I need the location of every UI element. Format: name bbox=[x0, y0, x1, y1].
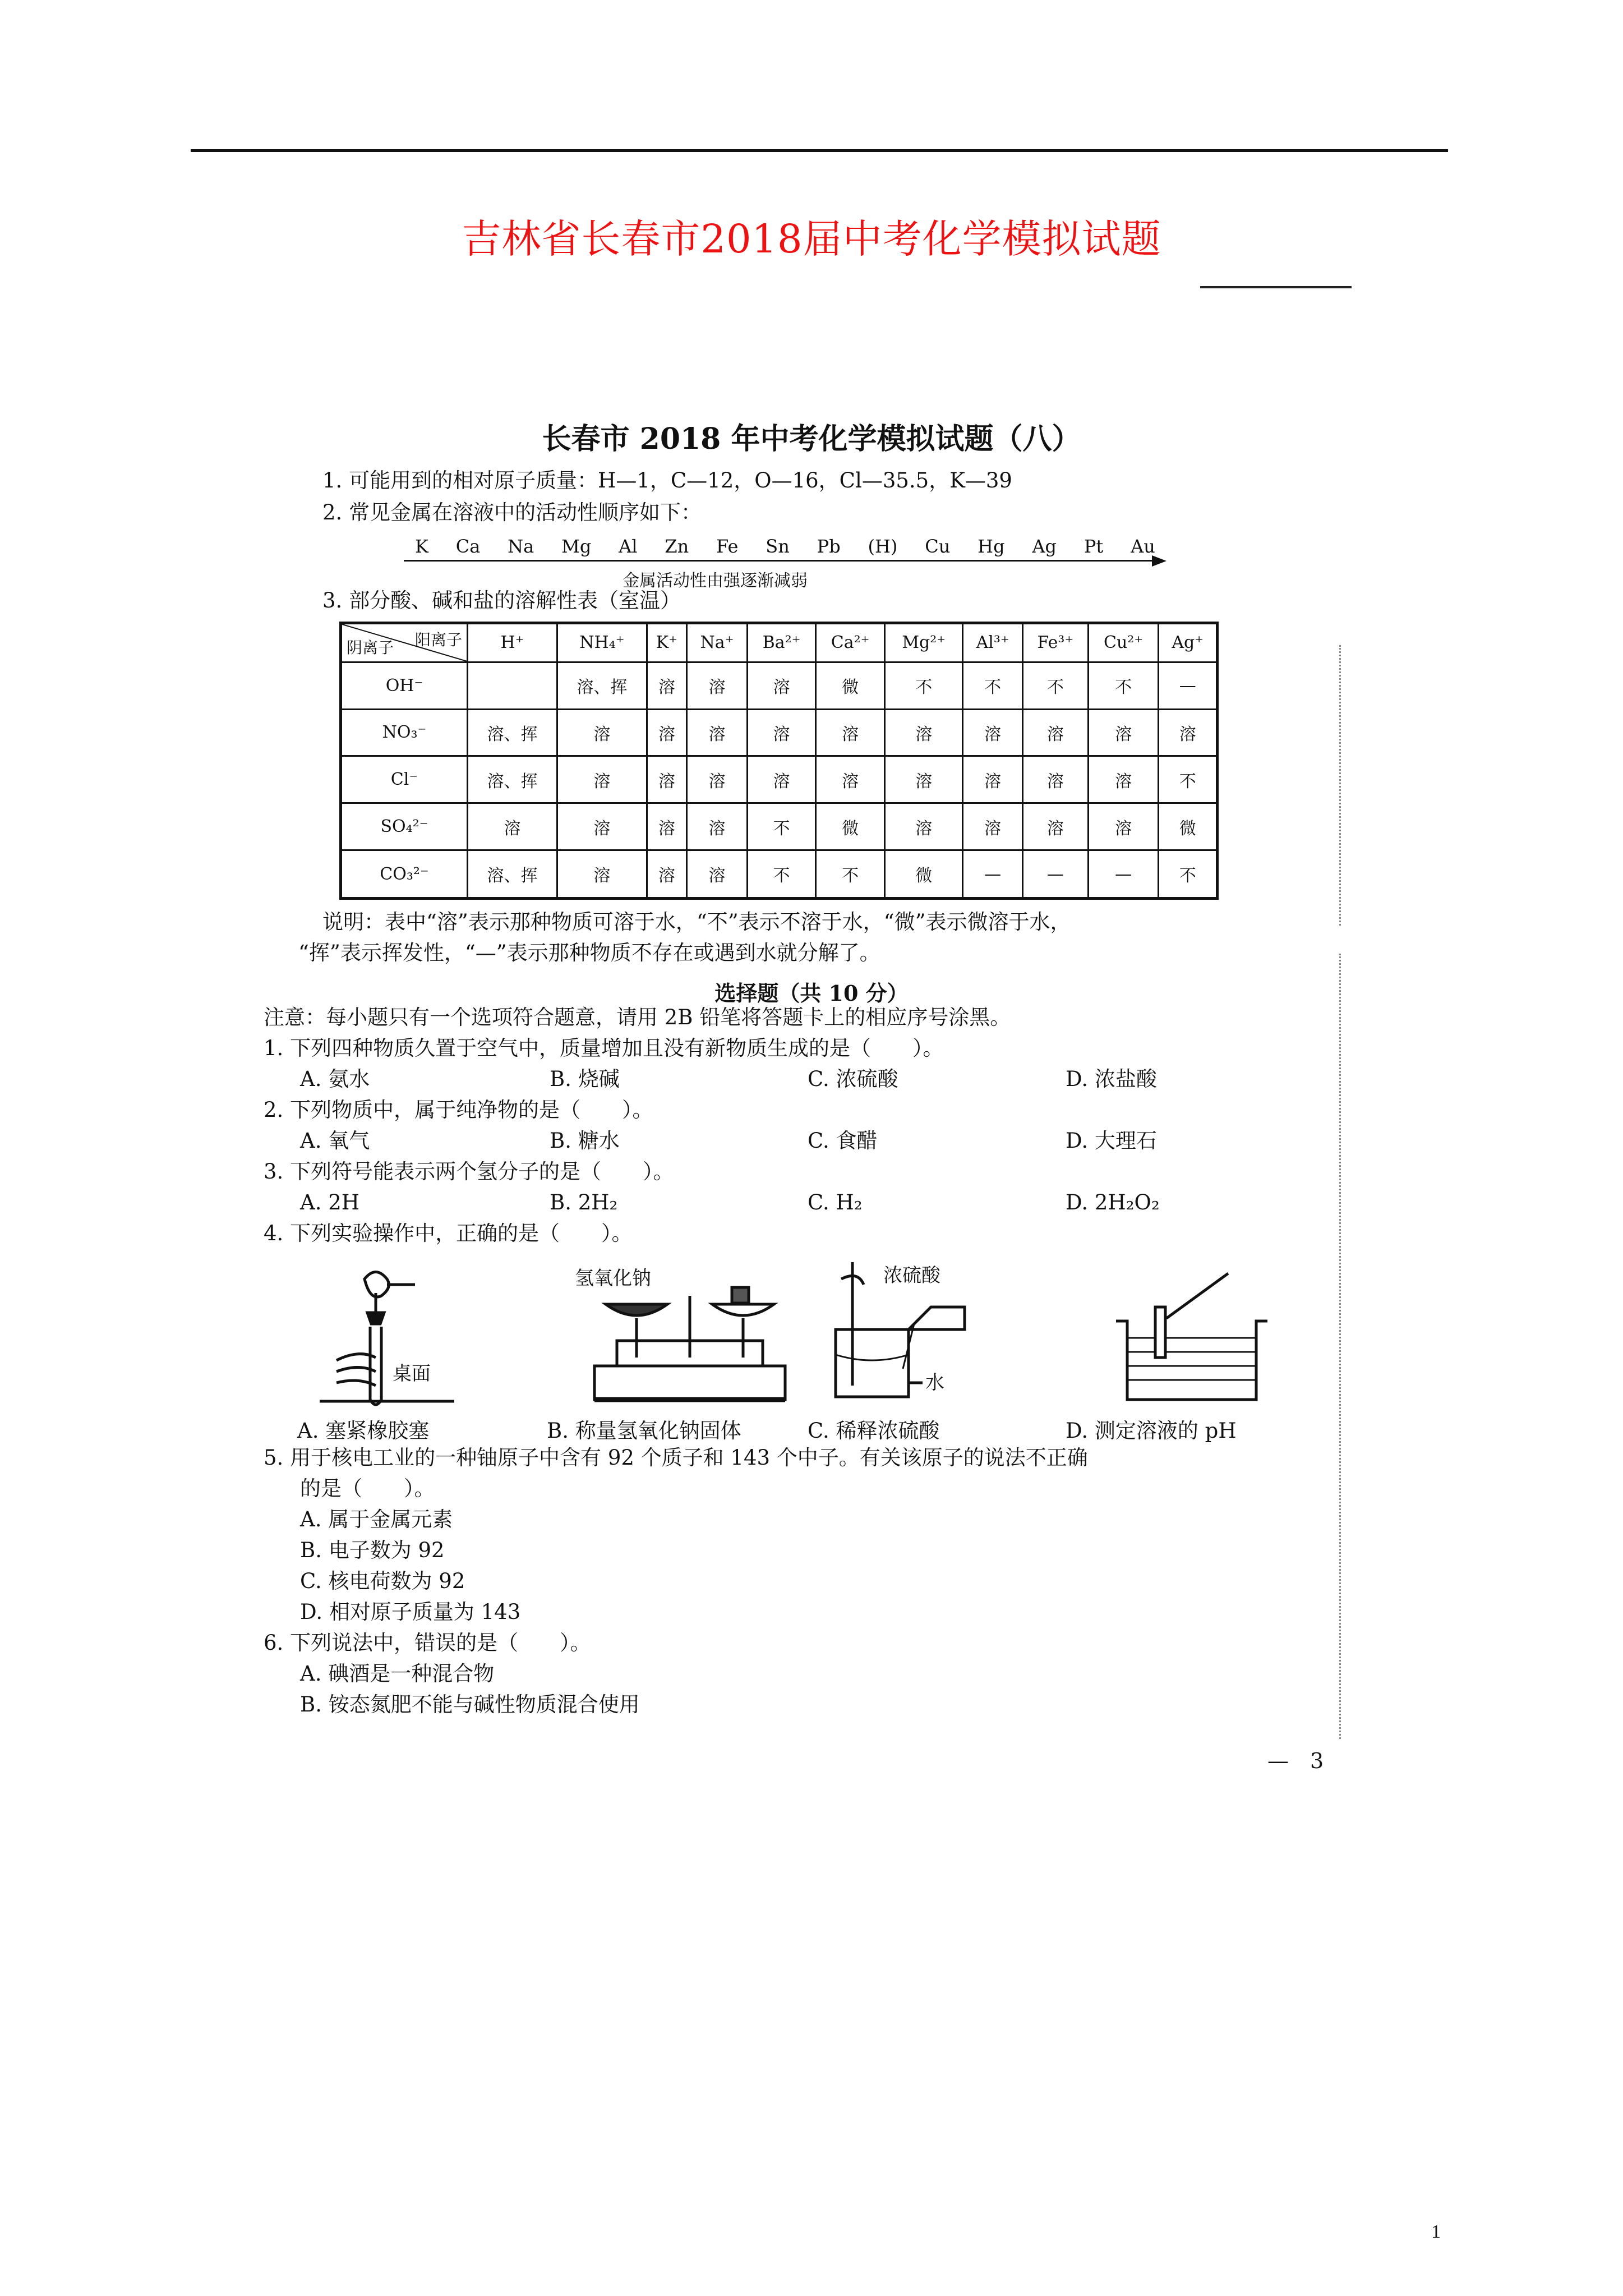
metal-item: Pb bbox=[817, 536, 841, 557]
explanation-line-1: 说明：表中“溶”表示那种物质可溶于水，“不”表示不溶于水，“微”表示微溶于水， bbox=[322, 910, 1071, 934]
q1-option-b: B. 烧碱 bbox=[550, 1067, 620, 1091]
cation-header: Mg²⁺ bbox=[885, 623, 963, 662]
dilute-acid-figure bbox=[830, 1257, 998, 1408]
table-cell: 溶 bbox=[686, 662, 747, 709]
anion-label: SO₄²⁻ bbox=[341, 803, 468, 850]
question-6-stem: 6. 下列说法中，错误的是（ ）。 bbox=[264, 1631, 591, 1655]
top-rule bbox=[191, 149, 1448, 152]
table-cell: 溶 bbox=[963, 756, 1023, 803]
table-cell: 溶 bbox=[647, 756, 686, 803]
table-cell: 溶 bbox=[1088, 803, 1159, 850]
table-row bbox=[341, 756, 1218, 803]
metal-item: Hg bbox=[978, 536, 1005, 557]
table-cell: 溶 bbox=[686, 709, 747, 756]
q3-option-b: B. 2H₂ bbox=[550, 1190, 618, 1214]
table-cell: 溶、挥 bbox=[468, 756, 557, 803]
table-cell: 溶 bbox=[1088, 756, 1159, 803]
table-cell: — bbox=[1023, 850, 1089, 899]
table-cell: 不 bbox=[748, 850, 816, 899]
corner-cation-label: 阳离子 bbox=[414, 631, 462, 649]
figure-c-water-label: 水 bbox=[925, 1372, 944, 1394]
q1-option-c: C. 浓硫酸 bbox=[808, 1067, 898, 1091]
table-cell: 溶 bbox=[557, 756, 647, 803]
q4-option-c: C. 稀释浓硫酸 bbox=[808, 1419, 940, 1443]
q6-option-a: A. 碘酒是一种混合物 bbox=[300, 1662, 495, 1686]
note-activity-series: 2. 常见金属在溶液中的活动性顺序如下： bbox=[322, 500, 702, 524]
q1-option-a: A. 氨水 bbox=[300, 1067, 370, 1091]
table-cell: 溶 bbox=[468, 803, 557, 850]
anion-label: OH⁻ bbox=[341, 662, 468, 709]
metal-item: K bbox=[415, 536, 428, 557]
ph-test-figure bbox=[1110, 1268, 1279, 1408]
q2-option-a: A. 氧气 bbox=[300, 1129, 370, 1153]
question-4-stem: 4. 下列实验操作中，正确的是（ ）。 bbox=[264, 1221, 633, 1245]
table-cell: 溶 bbox=[1023, 756, 1089, 803]
anion-label: NO₃⁻ bbox=[341, 709, 468, 756]
table-cell: 不 bbox=[815, 850, 884, 899]
metal-item: Sn bbox=[766, 536, 790, 557]
q1-option-d: D. 浓盐酸 bbox=[1066, 1067, 1157, 1091]
cation-header: K⁺ bbox=[647, 623, 686, 662]
metal-item: Ca bbox=[455, 536, 481, 557]
exam-title: 长春市 2018 年中考化学模拟试题（八） bbox=[542, 422, 1081, 456]
anion-label: CO₃²⁻ bbox=[341, 850, 468, 899]
figure-c-acid-label: 浓硫酸 bbox=[883, 1264, 940, 1287]
table-cell: 溶 bbox=[885, 756, 963, 803]
series-arrow-line bbox=[404, 560, 1155, 562]
table-cell: 溶 bbox=[748, 662, 816, 709]
cation-header: NH₄⁺ bbox=[557, 623, 647, 662]
metal-item: Au bbox=[1131, 536, 1155, 557]
table-cell: 溶 bbox=[1088, 709, 1159, 756]
cation-header: Al³⁺ bbox=[963, 623, 1023, 662]
q4-option-a: A. 塞紧橡胶塞 bbox=[297, 1419, 430, 1443]
note-solubility-table: 3. 部分酸、碱和盐的溶解性表（室温） bbox=[322, 588, 681, 613]
table-row bbox=[341, 662, 1218, 709]
table-cell: 溶 bbox=[815, 709, 884, 756]
table-cell: 溶 bbox=[1159, 709, 1218, 756]
figure-a-desk-label: 桌面 bbox=[393, 1363, 431, 1385]
note-atomic-mass: 1. 可能用到的相对原子质量：H—1，C—12，O—16，Cl—35.5，K—39 bbox=[322, 468, 1012, 493]
table-cell: 溶 bbox=[815, 756, 884, 803]
q3-option-d: D. 2H₂O₂ bbox=[1066, 1190, 1160, 1214]
table-row bbox=[341, 803, 1218, 850]
q3-option-c: C. H₂ bbox=[808, 1190, 863, 1214]
metal-item: Mg bbox=[561, 536, 592, 557]
table-cell: 不 bbox=[1088, 662, 1159, 709]
table-cell: — bbox=[1159, 662, 1218, 709]
question-1-stem: 1. 下列四种物质久置于空气中，质量增加且没有新物质生成的是（ ）。 bbox=[264, 1036, 944, 1060]
q4-option-d: D. 测定溶液的 pH bbox=[1066, 1419, 1237, 1443]
table-row bbox=[341, 850, 1218, 899]
section-title: 选择题（共 10 分） bbox=[714, 981, 909, 1006]
q6-option-b: B. 铵态氮肥不能与碱性物质混合使用 bbox=[300, 1692, 640, 1717]
cation-header: H⁺ bbox=[468, 623, 557, 662]
cation-header: Ba²⁺ bbox=[748, 623, 816, 662]
table-cell: 微 bbox=[815, 803, 884, 850]
anion-label: Cl⁻ bbox=[341, 756, 468, 803]
document-header-title: 吉林省长春市2018届中考化学模拟试题 bbox=[462, 216, 1161, 262]
table-cell: 不 bbox=[748, 803, 816, 850]
table-cell: 溶 bbox=[647, 803, 686, 850]
scan-dotted-edge bbox=[1339, 645, 1343, 926]
table-cell: 不 bbox=[963, 662, 1023, 709]
table-cell: 不 bbox=[1023, 662, 1089, 709]
table-cell: 不 bbox=[885, 662, 963, 709]
table-row bbox=[341, 709, 1218, 756]
table-cell: — bbox=[963, 850, 1023, 899]
table-cell: 溶 bbox=[885, 709, 963, 756]
table-cell: 溶 bbox=[557, 850, 647, 899]
solubility-table bbox=[339, 622, 1219, 900]
series-note: 金属活动性由强逐渐减弱 bbox=[623, 571, 808, 591]
table-cell: 溶 bbox=[1023, 709, 1089, 756]
cation-header: Na⁺ bbox=[686, 623, 747, 662]
cation-header: Ca²⁺ bbox=[815, 623, 884, 662]
instruction: 注意：每小题只有一个选项符合题意，请用 2B 铅笔将答题卡上的相应序号涂黑。 bbox=[264, 1005, 1011, 1029]
table-corner-cell bbox=[341, 623, 468, 662]
q2-option-d: D. 大理石 bbox=[1066, 1129, 1157, 1153]
table-cell: 溶 bbox=[686, 850, 747, 899]
table-cell: 溶 bbox=[1023, 803, 1089, 850]
table-cell: 溶 bbox=[686, 803, 747, 850]
metal-item: Cu bbox=[925, 536, 951, 557]
short-rule bbox=[1200, 286, 1352, 288]
table-cell: 溶 bbox=[748, 709, 816, 756]
table-cell: 微 bbox=[815, 662, 884, 709]
table-cell: 溶 bbox=[647, 850, 686, 899]
table-header-row bbox=[341, 623, 1218, 662]
corner-anion-label: 阴离子 bbox=[347, 638, 394, 657]
table-cell: 溶 bbox=[647, 662, 686, 709]
table-cell: 溶 bbox=[686, 756, 747, 803]
stopper-test-tube-figure bbox=[314, 1262, 499, 1414]
q5-option-a: A. 属于金属元素 bbox=[300, 1507, 453, 1531]
question-2-stem: 2. 下列物质中，属于纯净物的是（ ）。 bbox=[264, 1098, 653, 1122]
table-cell: 溶 bbox=[748, 756, 816, 803]
table-cell: — bbox=[1088, 850, 1159, 899]
table-cell: 溶 bbox=[647, 709, 686, 756]
question-5-stem-line-2: 的是（ ）。 bbox=[300, 1476, 435, 1501]
scan-dotted-edge bbox=[1339, 954, 1343, 1739]
cation-header: Ag⁺ bbox=[1159, 623, 1218, 662]
metal-activity-series bbox=[415, 536, 1155, 557]
table-cell bbox=[468, 662, 557, 709]
table-cell: 微 bbox=[885, 850, 963, 899]
table-cell: 溶 bbox=[963, 709, 1023, 756]
explanation-line-2: “挥”表示挥发性，“—”表示那种物质不存在或遇到水就分解了。 bbox=[298, 941, 880, 965]
table-cell: 溶 bbox=[963, 803, 1023, 850]
q3-option-a: A. 2H bbox=[300, 1190, 360, 1214]
table-cell: 溶、挥 bbox=[468, 709, 557, 756]
arrow-right-icon bbox=[1152, 555, 1166, 567]
q5-option-b: B. 电子数为 92 bbox=[300, 1538, 445, 1562]
metal-item: Pt bbox=[1083, 536, 1104, 557]
question-3-stem: 3. 下列符号能表示两个氢分子的是（ ）。 bbox=[264, 1159, 674, 1184]
metal-item: (H) bbox=[868, 536, 898, 557]
table-cell: 溶 bbox=[885, 803, 963, 850]
question-5-stem-line-1: 5. 用于核电工业的一种铀原子中含有 92 个质子和 143 个中子。有关该原子的说法不正确 bbox=[264, 1446, 1088, 1470]
table-cell: 溶、挥 bbox=[557, 662, 647, 709]
figure-b-naoh-label: 氢氧化钠 bbox=[575, 1267, 651, 1290]
cation-header: Cu²⁺ bbox=[1088, 623, 1159, 662]
table-cell: 不 bbox=[1159, 756, 1218, 803]
q5-option-d: D. 相对原子质量为 143 bbox=[300, 1600, 521, 1624]
table-cell: 溶 bbox=[557, 803, 647, 850]
table-cell: 微 bbox=[1159, 803, 1218, 850]
scanned-page-mark: — 3 bbox=[1267, 1749, 1324, 1773]
metal-item: Al bbox=[619, 536, 638, 557]
metal-item: Zn bbox=[665, 536, 689, 557]
balance-figure bbox=[572, 1262, 808, 1414]
q4-option-b: B. 称量氢氧化钠固体 bbox=[547, 1419, 741, 1443]
metal-item: Ag bbox=[1032, 536, 1057, 557]
q5-option-c: C. 核电荷数为 92 bbox=[300, 1569, 465, 1593]
metal-item: Fe bbox=[716, 536, 739, 557]
table-cell: 不 bbox=[1159, 850, 1218, 899]
q2-option-c: C. 食醋 bbox=[808, 1129, 878, 1153]
cation-header: Fe³⁺ bbox=[1023, 623, 1089, 662]
page-number: 1 bbox=[1431, 2221, 1441, 2242]
q2-option-b: B. 糖水 bbox=[550, 1129, 620, 1153]
table-cell: 溶、挥 bbox=[468, 850, 557, 899]
metal-item: Na bbox=[508, 536, 534, 557]
table-cell: 溶 bbox=[557, 709, 647, 756]
